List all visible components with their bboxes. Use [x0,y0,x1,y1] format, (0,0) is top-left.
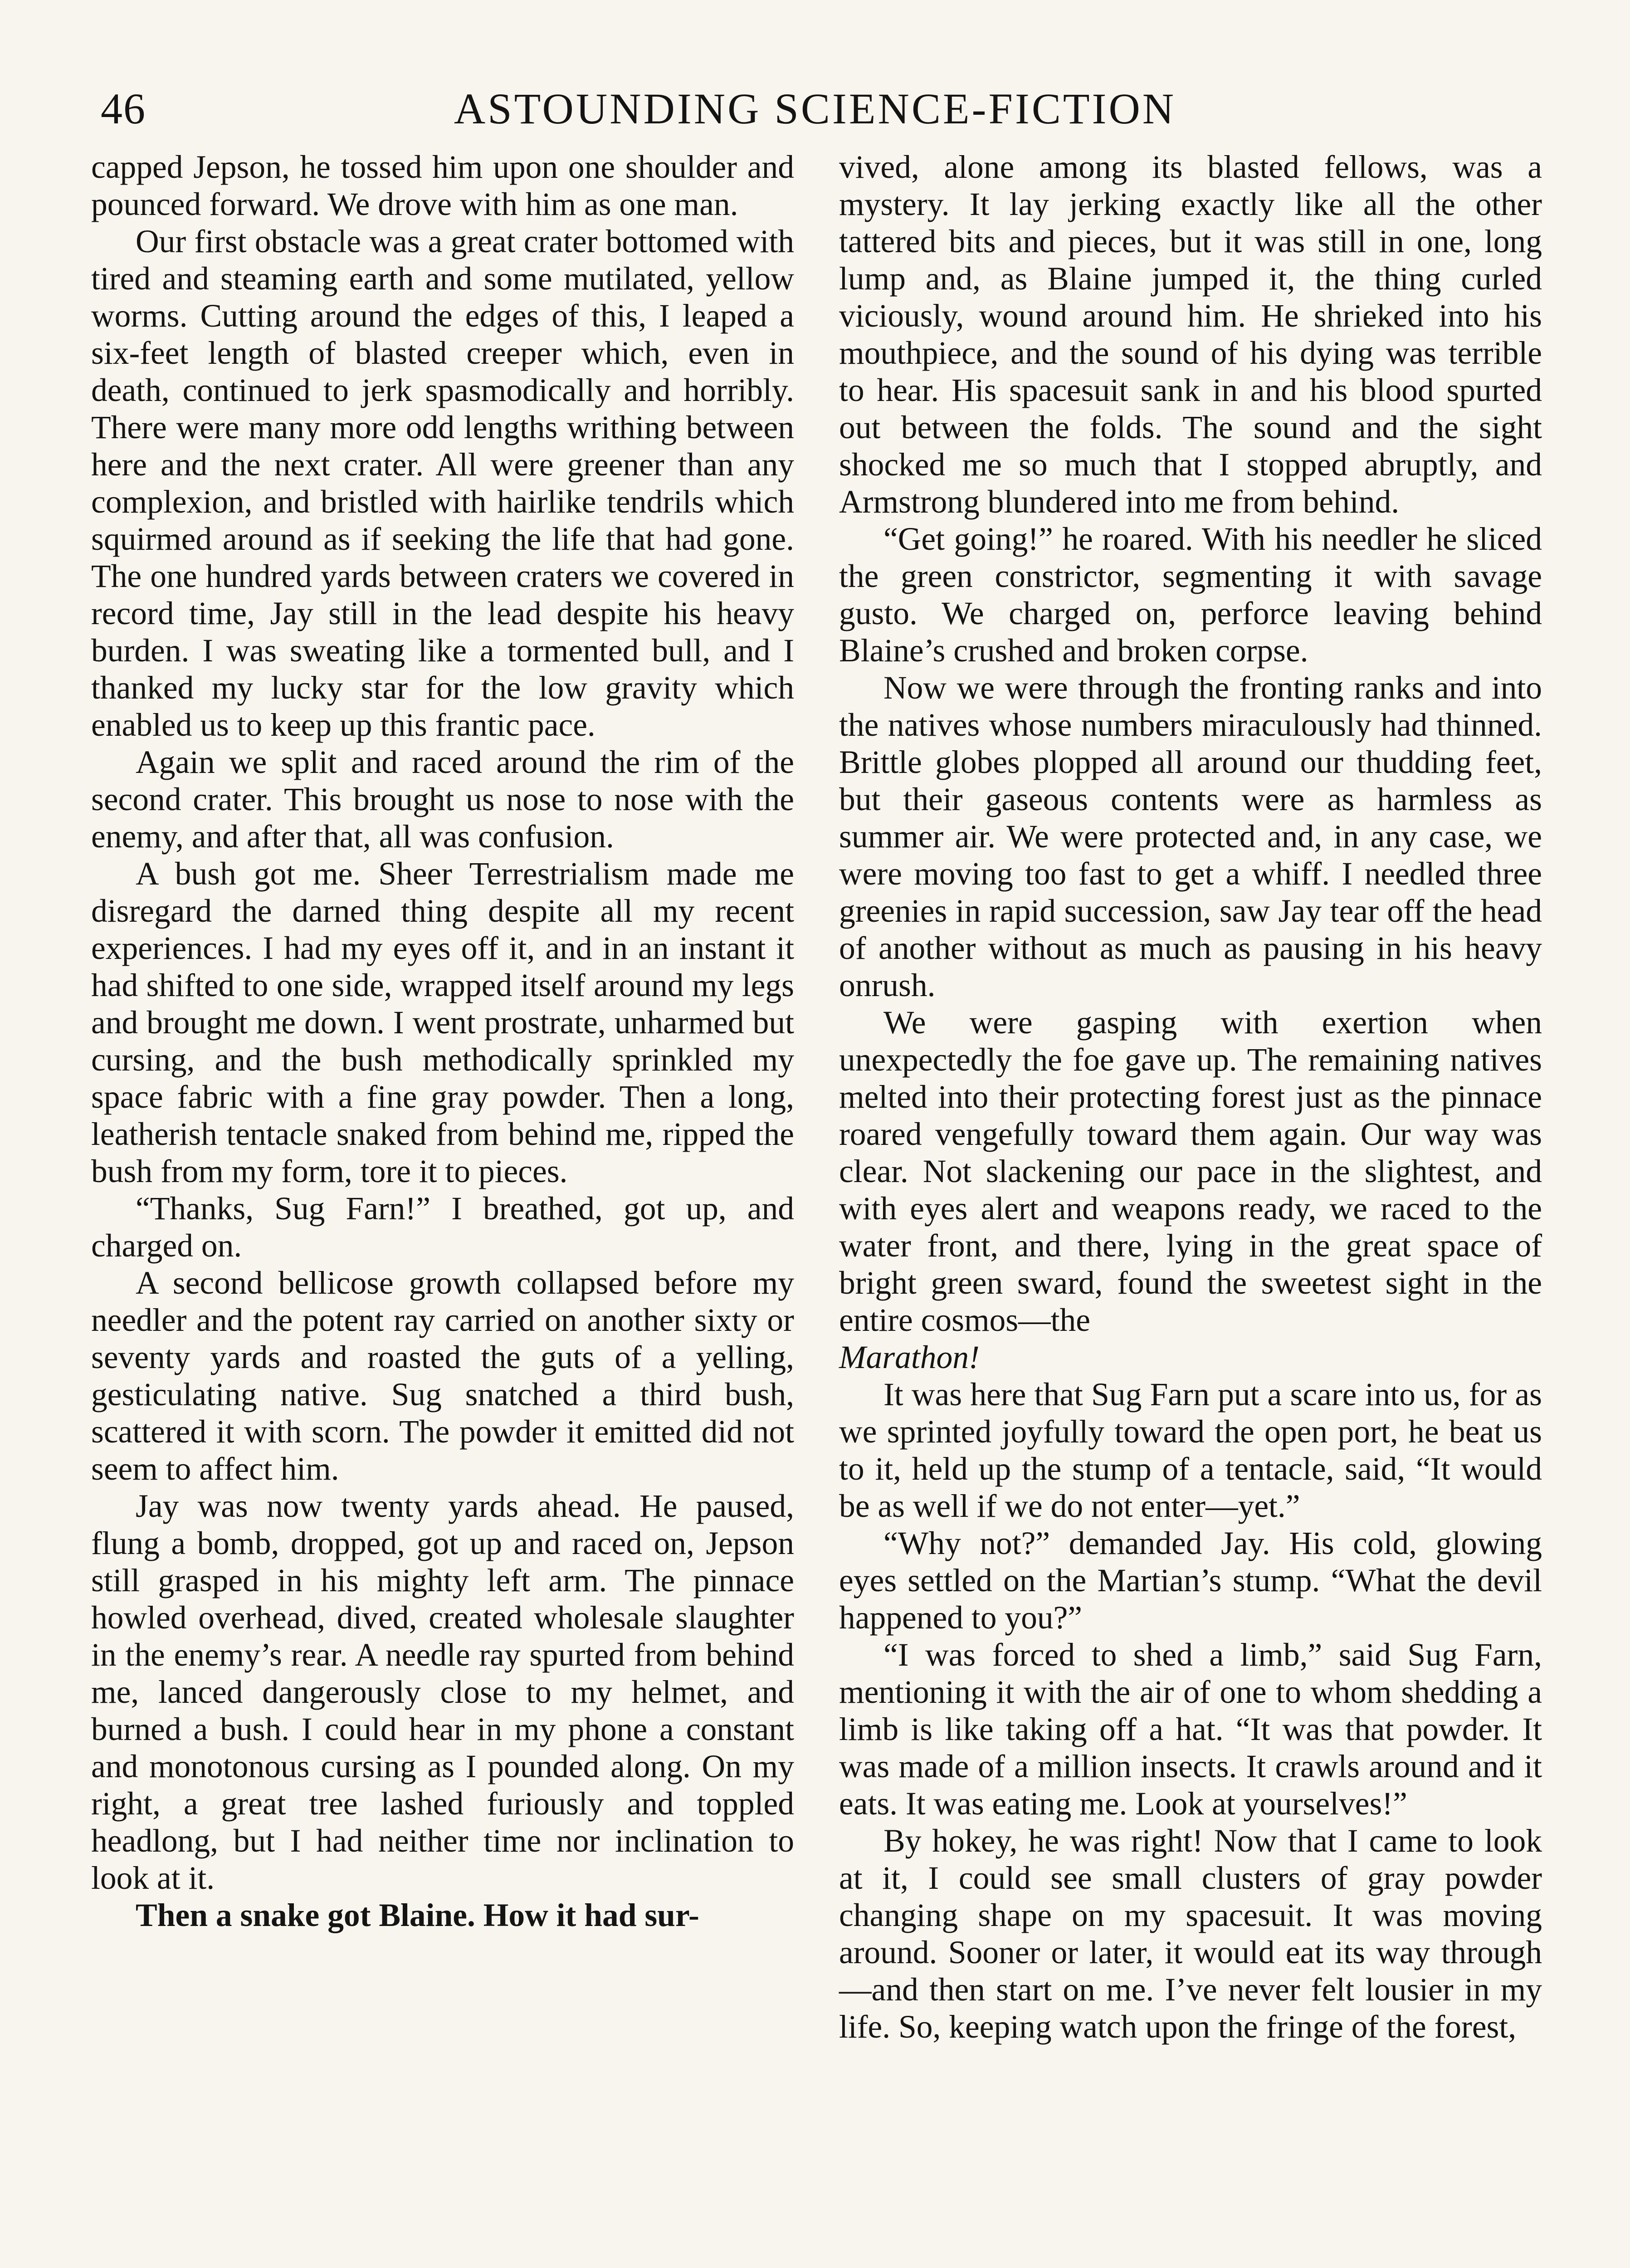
paragraph: “Why not?” demanded Jay. His cold, glowing eyes settled on the Martian’s stump. “What the devil happened to you?” [839,1525,1542,1636]
paragraph: capped Jepson, he tossed him upon one shoulder and pounced forward. We drove with him as one man. [91,149,794,222]
right-column [839,149,1542,2046]
paragraph: Again we split and raced around the rim of the second crater. This brought us nose to nose with the enemy, and after that, all was confusion. [91,744,794,855]
left-column [91,149,794,1934]
ship-name [839,1339,1542,1376]
paragraph: A bush got me. Sheer Terrestrialism made me disregard the darned thing despite all my recent experiences. I had my eyes off it, and in an instant it had shifted to one side, wrapped itself around my legs and brought me down. I went prostrate, unharmed but cursing, and the bush methodically sprinkled my space fabric with a fine gray powder. Then a long, leatherish tentacle snaked from behind me, ripped the bush from my form, tore it to pieces. [91,856,794,1189]
paragraph: By hokey, he was right! Now that I came to look at it, I could see small clusters of gray powder changing shape on my spacesuit. It was moving around. Sooner or later, it would eat its way through—and then start on me. I’ve never felt lousier in my life. So, keeping watch upon the fringe of the forest, [839,1823,1542,2045]
paragraph: “Get going!” he roared. With his needler he sliced the green constrictor, segmenting it with savage gusto. We charged on, perforce leaving behind Blaine’s crushed and broken corpse. [839,521,1542,669]
running-head: ASTOUNDING SCIENCE-FICTION [454,84,1176,133]
paragraph: Now we were through the fronting ranks and into the natives whose numbers miraculously had thinned. Brittle globes plopped all around our thudding feet, but their gaseous contents were as harmless as summer air. We were protected and, in any case, we were moving too fast to get a whiff. I needled three greenies in rapid succession, saw Jay tear off the head of another without as much as pausing in his heavy onrush. [839,670,1542,1003]
paragraph: Jay was now twenty yards ahead. He paused, flung a bomb, dropped, got up and raced on, Jepson still grasped in his mighty left arm. The pinnace howled overhead, dived, created wholesale slaughter in the enemy’s rear. A needle ray spurted from behind me, lanced dangerously close to my helmet, and burned a bush. I could hear in my phone a constant and monotonous cursing as I pounded along. On my right, a great tree lashed furiously and toppled headlong, but I had neither time nor inclination to look at it. [91,1488,794,1896]
paragraph: “I was forced to shed a limb,” said Sug Farn, mentioning it with the air of one to whom shedding a limb is like taking off a hat. “It was that powder. It was made of a million insects. It crawls around and it eats. It was eating me. Look at yourselves!” [839,1637,1542,1822]
paragraph: Then a snake got Blaine. How it had sur- [136,1897,699,1933]
paragraph: A second bellicose growth collapsed before my needler and the potent ray carried on another sixty or seventy yards and roasted the guts of a yelling, gesticulating native. Sug snatched a third bush, scattered it with scorn. The powder it emitted did not seem to affect him. [91,1265,794,1487]
page-header [0,75,1630,143]
paragraph: Our first obstacle was a great crater bottomed with tired and steaming earth and some mutilated, yellow worms. Cutting around the edges of this, I leaped a six-feet length of blasted creeper which, even in death, continued to jerk spasmodically and horribly. There were many more odd lengths writhing between here and the next crater. All were greener than any complexion, and bristled with hairlike tendrils which squirmed around as if seeking the life that had gone. The one hundred yards between craters we covered in record time, Jay still in the lead despite his heavy burden. I was sweating like a tormented bull, and I thanked my lucky star for the low gravity which enabled us to keep up this frantic pace. [91,224,794,743]
paragraph: “Thanks, Sug Farn!” I breathed, got up, and charged on. [91,1191,794,1264]
paragraph: vived, alone among its blasted fellows, was a mystery. It lay jerking exactly like all the other tattered bits and pieces, but it was still in one, long lump and, as Blaine jumped it, the thing curled viciously, wound around him. He shrieked into his mouthpiece, and the sound of his dying was terrible to hear. His spacesuit sank in and his blood spurted out between the folds. The sound and the sight shocked me so much that I stopped abruptly, and Armstrong blundered into me from behind. [839,149,1542,520]
ship-name-italic: Marathon! [839,1339,980,1375]
page-number: 46 [101,84,146,133]
paragraph: It was here that Sug Farn put a scare into us, for as we sprinted joyfully toward the open port, he beat us to it, held up the stump of a tentacle, said, “It would be as well if we do not enter—yet.” [839,1377,1542,1524]
paragraph: We were gasping with exertion when unexpectedly the foe gave up. The remaining natives melted into their protecting forest just as the pinnace roared vengefully toward them again. Our way was clear. Not slackening our pace in the slightest, and with eyes alert and weapons ready, we raced to the water front, and there, lying in the great space of bright green sward, found the sweetest sight in the entire cosmos—the [839,1005,1542,1338]
